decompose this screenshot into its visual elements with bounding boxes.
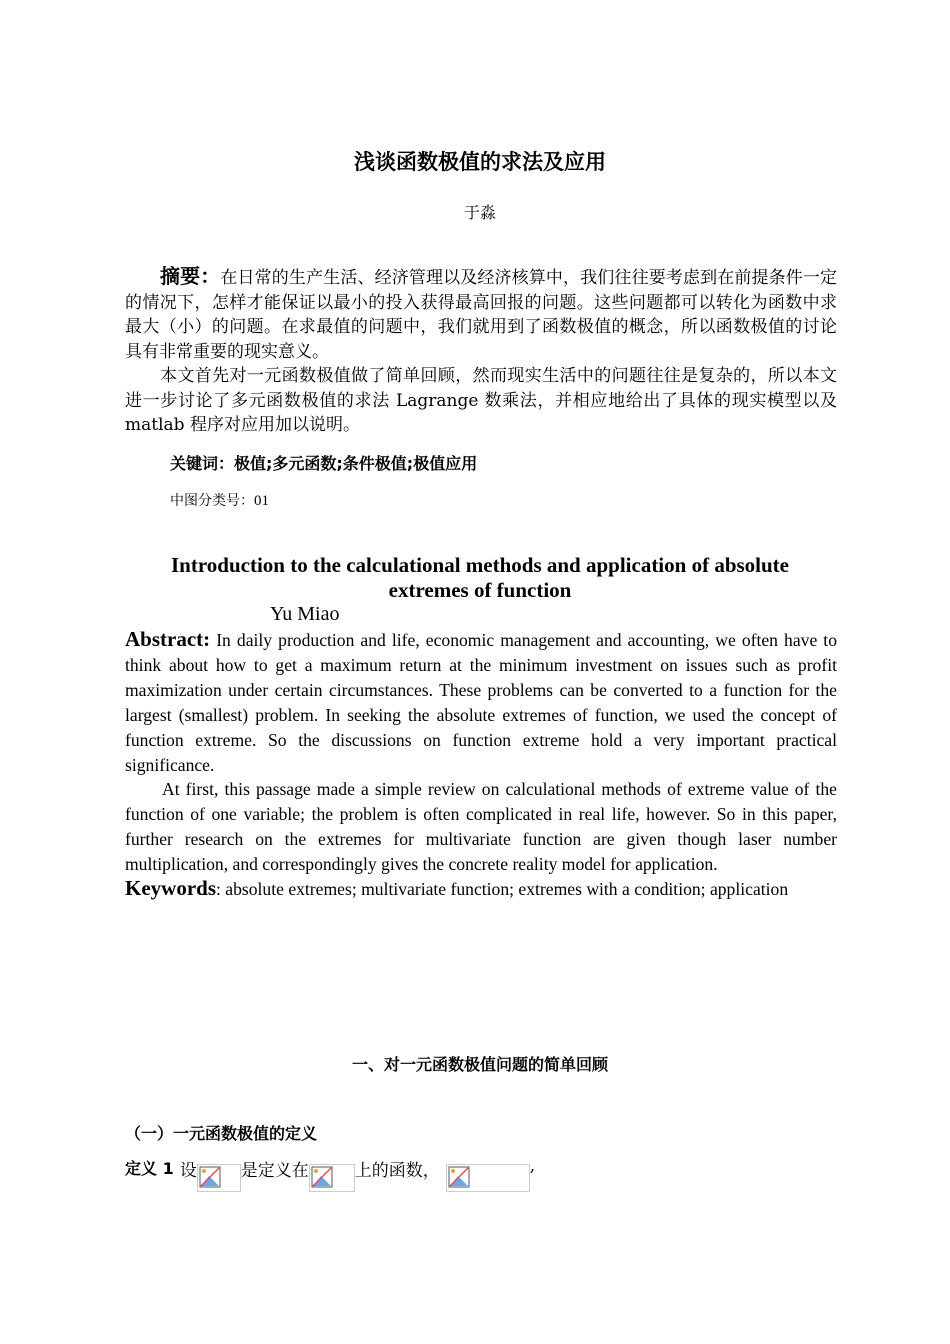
en-keywords-label: Keywords [125, 876, 216, 900]
page-title: 浅谈函数极值的求法及应用 [354, 150, 606, 174]
cn-abstract-label: 摘要： [160, 264, 221, 288]
en-author: Yu Miao [270, 603, 340, 625]
definition-1 [125, 1156, 535, 1192]
en-abstract [125, 627, 837, 777]
def-text: , [529, 1156, 536, 1176]
def-text: 设 [179, 1161, 197, 1181]
author: 于淼 [463, 203, 496, 222]
cn-abstract-p2: 本文首先对一元函数极值做了简单回顾，然而现实生活中的问题往往是复杂的，所以本文进一步讨论了多元函数极值的求法 Lagrange 数乘法，并相应地给出了具体的现实模型以及 matlab 程序对应用加以说明。 [125, 366, 837, 436]
broken-image-icon [446, 1164, 530, 1192]
en-keywords-text: : absolute extremes; multivariate function; extremes with a condition; application [216, 879, 789, 899]
def-text: 是定义在 [240, 1161, 309, 1181]
broken-image-icon [197, 1164, 241, 1192]
cn-keywords: 关键词：极值;多元函数;条件极值;极值应用 [170, 454, 478, 473]
en-keywords [125, 876, 837, 902]
en-title: Introduction to the calculational methods and application of absolute extremes of function [170, 553, 789, 602]
clc-number [170, 490, 269, 510]
clc-label: 中图分类号： [170, 493, 254, 509]
def-text: 上的函数， [354, 1161, 440, 1181]
cn-abstract-p1: 在日常的生产生活、经济管理以及经济核算中，我们往往要考虑到在前提条件一定的情况下，怎样才能保证以最小的投入获得最高回报的问题。这些问题都可以转化为函数中求最大（小）的问题。在求最值的问题中，我们就用到了函数极值的概念，所以函数极值的讨论具有非常重要的现实意义。 [125, 268, 838, 362]
def-label: 定义 1 [125, 1159, 174, 1178]
en-abstract-p1: In daily production and life, economic management and accounting, we often have to think about how to get a maximum return at the minimum investment on issues such as profit maximization under certain circumstances. These problems can be converted to a function for the largest (smallest) problem. In seeking the absolute extremes of function, we used the concept of function extreme. So the discussions on function extreme hold a very important practical significance. [125, 630, 837, 775]
en-abstract-p2: At first, this passage made a simple review on calculational methods of extreme value of the function of one variable; the problem is often complicated in real life, however. So in this paper, further research on the extremes for multivariate function are given though laser number multiplication, and correspondingly gives the concrete reality model for application. [125, 779, 837, 874]
section-heading: 一、对一元函数极值问题的简单回顾 [351, 1055, 608, 1074]
broken-image-icon [309, 1164, 355, 1192]
clc-value: 01 [254, 493, 269, 509]
subsection-heading: （一）一元函数极值的定义 [125, 1124, 318, 1143]
cn-abstract [125, 264, 837, 364]
en-abstract-label: Abstract: [125, 627, 211, 651]
